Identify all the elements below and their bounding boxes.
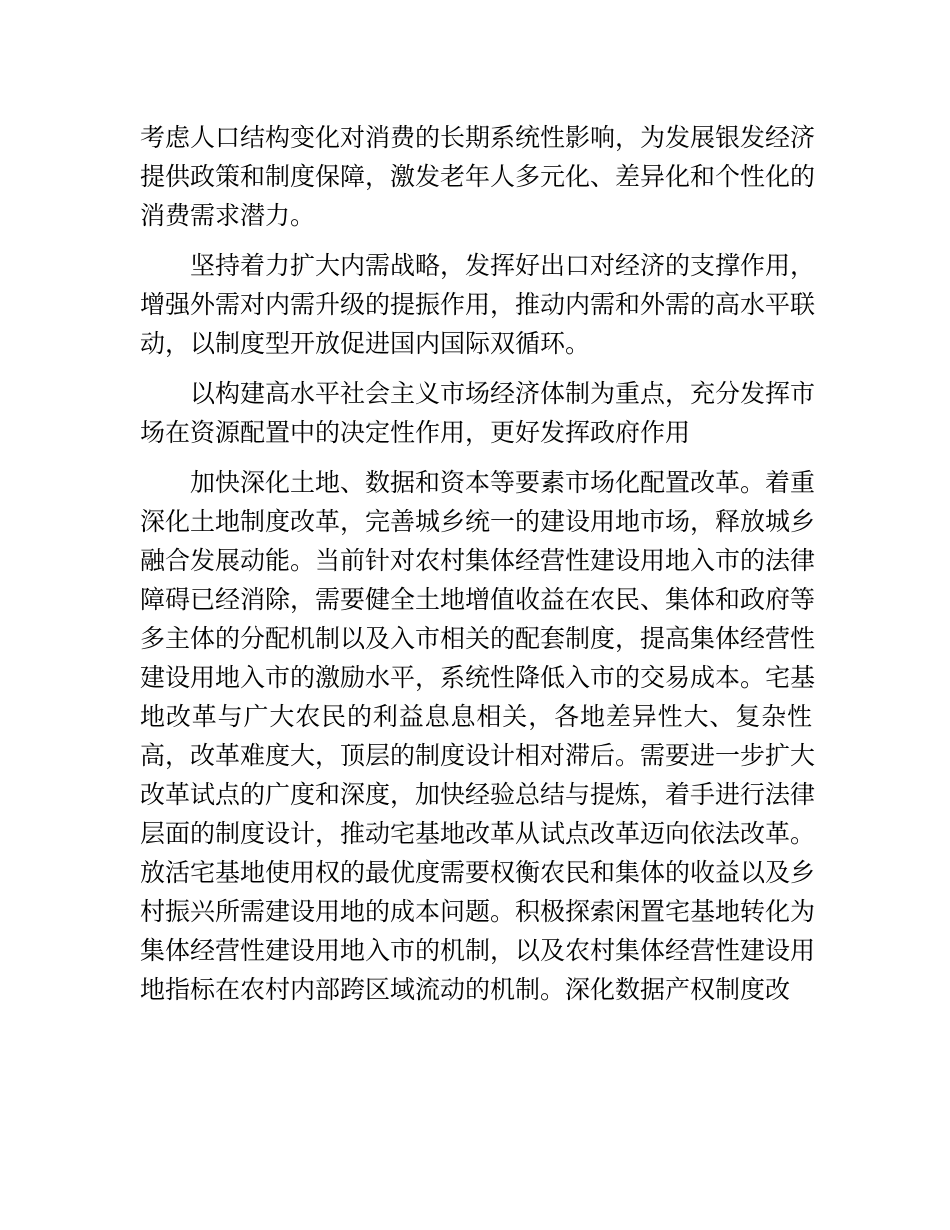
text-line: 消费需求潜力。 bbox=[140, 201, 316, 230]
text-line: 障碍已经消除，需要健全土地增值收益在农民、集体和政府等 bbox=[140, 585, 816, 614]
text-line: 以构建高水平社会主义市场经济体制为重点，充分发挥市 bbox=[190, 379, 816, 408]
text-line: 地改革与广大农民的利益息息相关，各地差异性大、复杂性 bbox=[140, 702, 812, 731]
text-line: 考虑人口结构变化对消费的长期系统性影响，为发展银发经济 bbox=[140, 123, 816, 152]
text-line: 集体经营性建设用地入市的机制，以及农村集体经营性建设用 bbox=[140, 936, 816, 965]
text-line: 增强外需对内需升级的提振作用，推动内需和外需的高水平联 bbox=[140, 290, 816, 319]
text-line: 提供政策和制度保障，激发老年人多元化、差异化和个性化的 bbox=[140, 162, 816, 191]
document-body bbox=[140, 118, 816, 1020]
paragraph-3 bbox=[140, 374, 816, 452]
text-line: 深化土地制度改革，完善城乡统一的建设用地市场，释放城乡 bbox=[140, 507, 816, 536]
text-line: 动，以制度型开放促进国内国际双循环。 bbox=[140, 329, 591, 358]
paragraph-2 bbox=[140, 246, 816, 363]
paragraph-4 bbox=[140, 463, 816, 1009]
text-line: 放活宅基地使用权的最优度需要权衡农民和集体的收益以及乡 bbox=[140, 858, 816, 887]
text-line: 多主体的分配机制以及入市相关的配套制度，提高集体经营性 bbox=[140, 624, 816, 653]
text-line: 村振兴所需建设用地的成本问题。积极探索闲置宅基地转化为 bbox=[140, 897, 816, 926]
text-line: 场在资源配置中的决定性作用，更好发挥政府作用 bbox=[140, 418, 691, 447]
text-line: 层面的制度设计，推动宅基地改革从试点改革迈向依法改革。 bbox=[140, 819, 816, 848]
text-line: 坚持着力扩大内需战略，发挥好出口对经济的支撑作用， bbox=[190, 251, 816, 280]
text-line: 建设用地入市的激励水平，系统性降低入市的交易成本。宅基 bbox=[140, 663, 816, 692]
paragraph-1 bbox=[140, 118, 816, 235]
text-line: 改革试点的广度和深度，加快经验总结与提炼，着手进行法律 bbox=[140, 780, 816, 809]
text-line: 融合发展动能。当前针对农村集体经营性建设用地入市的法律 bbox=[140, 546, 816, 575]
text-line: 加快深化土地、数据和资本等要素市场化配置改革。着重 bbox=[190, 468, 816, 497]
text-line: 地指标在农村内部跨区域流动的机制。深化数据产权制度改 bbox=[140, 975, 791, 1004]
text-line: 高，改革难度大，顶层的制度设计相对滞后。需要进一步扩大 bbox=[140, 741, 816, 770]
